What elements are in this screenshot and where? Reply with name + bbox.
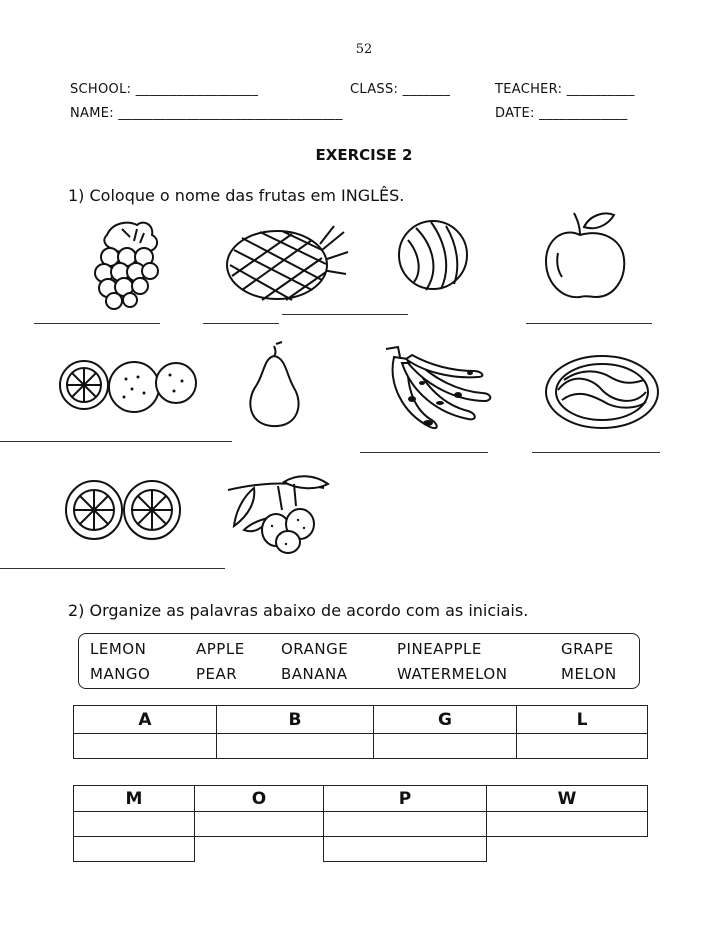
empty-cell <box>487 837 648 862</box>
answer-line-6[interactable] <box>360 452 488 453</box>
cell-m-2[interactable] <box>74 837 195 862</box>
cell-w-1[interactable] <box>487 812 648 837</box>
word-melon: MELON <box>561 665 617 683</box>
lemons-drawing <box>64 478 184 543</box>
cell-p-1[interactable] <box>324 812 487 837</box>
cell-m-1[interactable] <box>74 812 195 837</box>
melon-drawing <box>396 218 471 293</box>
pear-drawing <box>242 340 307 430</box>
word-apple: APPLE <box>196 640 245 658</box>
word-orange: ORANGE <box>281 640 349 658</box>
answer-line-1[interactable] <box>34 323 160 324</box>
header-p: P <box>324 786 487 812</box>
answer-line-5[interactable] <box>0 441 232 442</box>
word-pear: PEAR <box>196 665 238 683</box>
answer-line-8[interactable] <box>0 568 225 569</box>
school-field[interactable]: SCHOOL: __________________ <box>70 82 259 97</box>
cell-o-1[interactable] <box>195 812 324 837</box>
word-pineapple: PINEAPPLE <box>397 640 482 658</box>
header-w: W <box>487 786 648 812</box>
bananas-drawing <box>378 343 498 438</box>
word-watermelon: WATERMELON <box>397 665 508 683</box>
pineapple-drawing <box>222 220 352 305</box>
answer-line-3[interactable] <box>282 314 408 315</box>
cell-p-2[interactable] <box>324 837 487 862</box>
header-l: L <box>517 706 648 734</box>
question-1: 1) Coloque o nome das frutas em INGLÊS. <box>68 186 405 205</box>
header-m: M <box>74 786 195 812</box>
answer-line-7[interactable] <box>532 452 660 453</box>
page-number: 52 <box>355 42 373 57</box>
word-mango: MANGO <box>90 665 151 683</box>
watermelon-drawing <box>542 352 662 432</box>
initials-table-1 <box>73 705 648 759</box>
header-g: G <box>374 706 517 734</box>
cell-l-1[interactable] <box>517 734 648 759</box>
name-field[interactable]: NAME: _________________________________ <box>70 106 343 121</box>
answer-line-2[interactable] <box>203 323 279 324</box>
word-grape: GRAPE <box>561 640 614 658</box>
cell-b-1[interactable] <box>217 734 374 759</box>
apple-drawing <box>540 205 630 305</box>
empty-cell <box>195 837 324 862</box>
header-b: B <box>217 706 374 734</box>
date-field[interactable]: DATE: _____________ <box>495 106 628 121</box>
word-bank <box>78 633 640 689</box>
exercise-title: EXERCISE 2 <box>315 146 413 164</box>
initials-table-2 <box>73 785 648 862</box>
question-2: 2) Organize as palavras abaixo de acordo com as iniciais. <box>68 601 529 620</box>
word-banana: BANANA <box>281 665 348 683</box>
cell-a-1[interactable] <box>74 734 217 759</box>
header-a: A <box>74 706 217 734</box>
grapes-drawing <box>82 215 172 310</box>
header-o: O <box>195 786 324 812</box>
teacher-field[interactable]: TEACHER: __________ <box>495 82 635 97</box>
oranges-drawing <box>58 355 198 415</box>
mangoes-drawing <box>224 470 344 560</box>
word-lemon: LEMON <box>90 640 147 658</box>
class-field[interactable]: CLASS: _______ <box>350 82 451 97</box>
answer-line-4[interactable] <box>526 323 652 324</box>
cell-g-1[interactable] <box>374 734 517 759</box>
